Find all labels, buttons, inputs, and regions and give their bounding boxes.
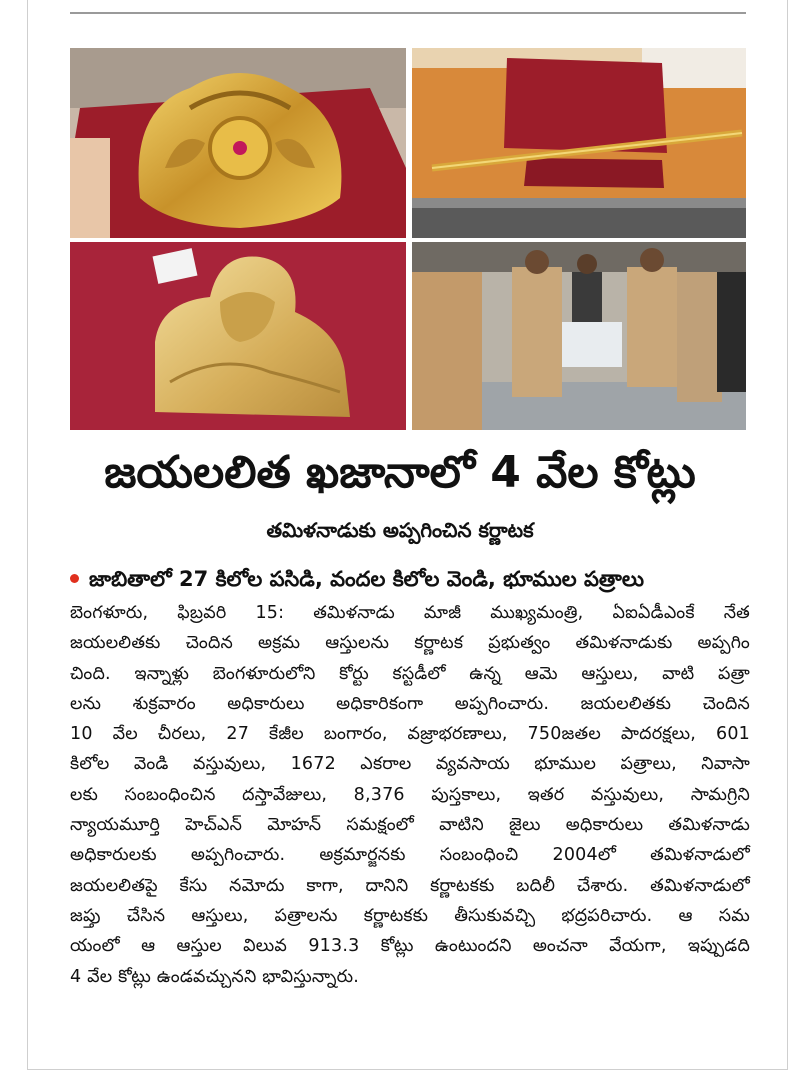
bullet-icon (70, 574, 79, 583)
highlight-text: జాబితాలో 27 కిలోల పసిడి, వందల కిలోల వెండి, భూముల పత్రాలు (89, 567, 644, 591)
body-line: బెంగళూరు, ఫిబ్రవరి 15: తమిళనాడు మాజీ ముఖ్యమంత్రి, ఏఐఏడీఎంకే నేత (70, 603, 750, 623)
body-line: జయలలితపై కేసు నమోదు కాగా, దానిని కర్ణాటకకు బదిలీ చేశారు. తమిళనాడులో (70, 875, 750, 896)
headline: జయలలిత ఖజానాలో 4 వేల కోట్లు (104, 447, 696, 498)
article-body (70, 598, 750, 992)
body-line: జప్తు చేసిన ఆస్తులు, పత్రాలను కర్ణాటకకు తీసుకువచ్చి భద్రపరిచారు. ఆ సమ (70, 905, 750, 926)
photo-police-officers (412, 242, 746, 430)
body-line: చింది. ఇన్నాళ్లు బెంగళూరులోని కోర్టు కస్టడీలో ఉన్న ఆమె ఆస్తులు, వాటి పత్రా (70, 663, 750, 684)
body-line: కిలోల వెండి వస్తువులు, 1672 ఎకరాల వ్యవసాయ భూముల పత్రాలు, నివాసా (70, 754, 750, 775)
body-line: 4 వేల కోట్లు ఉండవచ్చునని భావిస్తున్నారు. (70, 966, 360, 987)
body-line: 10 వేల చీరలు, 27 కేజీల బంగారం, వజ్రాభరణాలు, 750జతల పాదరక్షలు, 601 (70, 724, 750, 745)
body-line: న్యాయమూర్తి హెచ్ఎన్ మోహన్ సమక్షంలో వాటిని జైలు అధికారులు తమిళనాడు (70, 815, 750, 836)
body-line: అధికారులకు అప్పగించారు. అక్రమార్జనకు సంబంధించి 2004లో తమిళనాడులో (70, 845, 750, 866)
body-line: లను శుక్రవారం అధికారులు అధికారికంగా అప్పగించారు. జయలలితకు చెందిన (70, 693, 750, 714)
photo-velvet-box (412, 48, 746, 238)
highlight-row (68, 562, 758, 596)
photo-gold-plaque (70, 242, 406, 430)
top-rule (70, 12, 746, 14)
photo-gold-crown (70, 48, 406, 238)
subheadline: తమిళనాడుకు అప్పగించిన కర్ణాటక (266, 518, 534, 542)
body-line: లకు సంబంధించిన దస్తావేజులు, 8,376 పుస్తకాలు, ఇతర వస్తువులు, సామగ్రిని (70, 784, 750, 805)
body-line: జయలలితకు చెందిన అక్రమ ఆస్తులను కర్ణాటక ప్రభుత్వం తమిళనాడుకు అప్పగిం (70, 633, 750, 654)
body-line: యంలో ఆ ఆస్తుల విలువ 913.3 కోట్లు ఉంటుందని అంచనా వేయగా, ఇప్పుడది (70, 936, 750, 957)
